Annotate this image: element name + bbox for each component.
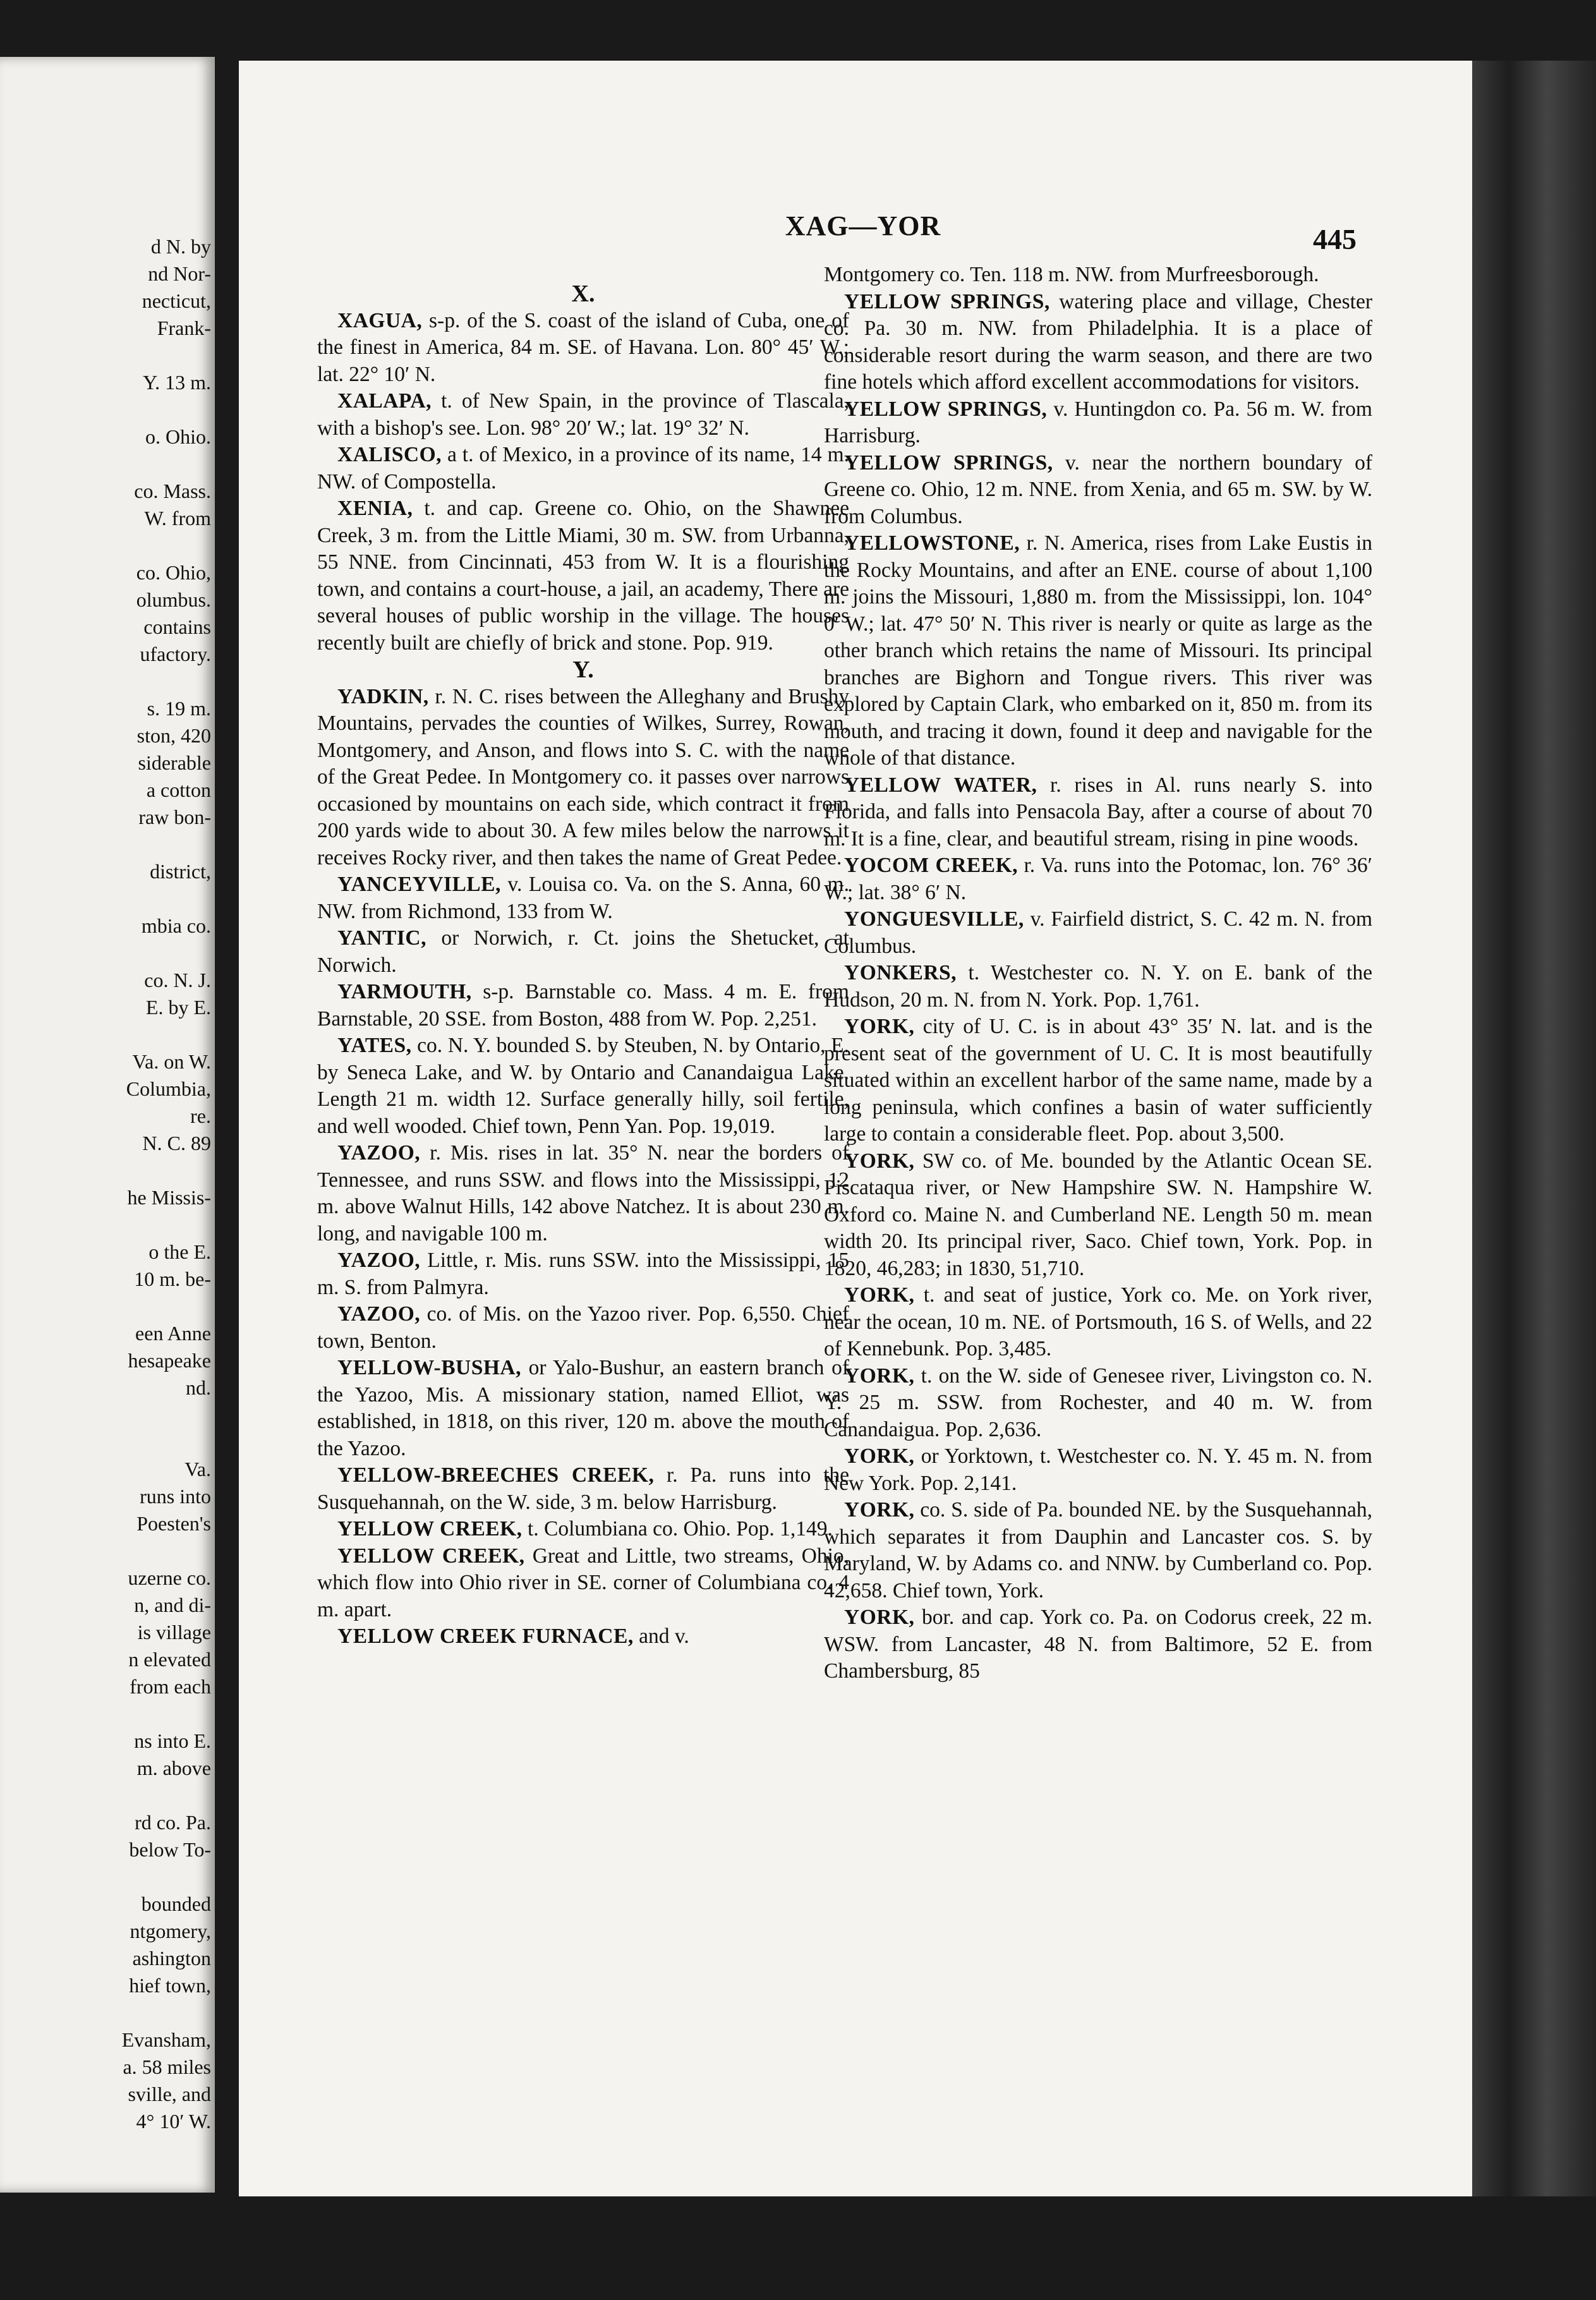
facing-page-line: district, — [150, 860, 211, 883]
entry-headword: YELLOW CREEK FURNACE, — [337, 1625, 634, 1648]
entry-text: t. Columbiana co. Ohio. Pop. 1,149. — [522, 1517, 833, 1540]
entry-text: bor. and cap. York co. Pa. on Codorus creek, 22 m. WSW. from Lancaster, 48 N. from Baltimore, 52 E. from Chambersburg, 85 — [824, 1606, 1372, 1683]
entry-headword: YONKERS, — [844, 961, 957, 984]
gazetteer-entry — [317, 979, 849, 1032]
entry-headword: YELLOW CREEK, — [337, 1517, 523, 1540]
entry-text: or Yalo-Bushur, an eastern branch of the Yazoo, Mis. A missionary station, named Elliot, was established, in 1818, on this river, 120 m. above the mouth of the Yazoo. — [317, 1356, 849, 1460]
facing-page-line: necticut, — [142, 289, 211, 312]
entry-text: Montgomery co. Ten. 118 m. NW. from Murfreesborough. — [824, 263, 1319, 286]
gazetteer-entry — [824, 396, 1372, 450]
gazetteer-entry — [824, 450, 1372, 531]
gazetteer-entry — [317, 1247, 849, 1301]
gazetteer-entry — [317, 925, 849, 979]
gazetteer-entry — [317, 1623, 849, 1650]
facing-page-line: siderable — [138, 751, 211, 774]
facing-page-line: re. — [190, 1105, 211, 1127]
gazetteer-entry — [824, 1014, 1372, 1148]
gazetteer-entry — [317, 308, 849, 389]
entry-text: city of U. C. is in about 43° 35′ N. lat. and is the present seat of the government of U. C. It is most beautifully situated within an excellent harbor of the same name, made by a long peninsula, which confines a basin of water sufficiently large to contain a considerable fleet. Pop. about 3,500. — [824, 1015, 1372, 1146]
entry-text: t. on the W. side of Genesee river, Livingston co. N. Y. 25 m. SSW. from Rochester, and 40 m. W. from Canandaigua. Pop. 2,636. — [824, 1364, 1372, 1441]
entry-headword: YOCOM CREEK, — [844, 854, 1019, 877]
entry-text: co. S. side of Pa. bounded NE. by the Susquehannah, which separates it from Dauphin and Lancaster cos. S. by Maryland, W. by Adams co. and NNW. by Cumberland co. Pop. 42,658. Chief town, York. — [824, 1498, 1372, 1602]
facing-page-line: raw bon- — [138, 806, 211, 828]
entry-text: v. Louisa co. Va. on the S. Anna, 60 m. NW. from Richmond, 133 from W. — [317, 873, 849, 923]
facing-page-line: a cotton — [146, 778, 211, 801]
gazetteer-entry — [824, 906, 1372, 960]
gazetteer-entry — [824, 1443, 1372, 1497]
entry-text: Great and Little, two streams, Ohio, which flow into Ohio river in SE. corner of Columbiana co. 4 m. apart. — [317, 1544, 850, 1621]
entry-headword: YORK, — [844, 1364, 915, 1388]
entry-headword: YATES, — [337, 1034, 412, 1057]
entry-text: watering place and village, Chester co. Pa. 30 m. NW. from Philadelphia. It is a place of considerable resort during the warm season, and there are two fine hotels which afford excellent accommodations for visitors. — [824, 289, 1372, 394]
gazetteer-entry — [317, 684, 849, 872]
facing-page-line: Va. — [184, 1458, 211, 1480]
facing-page-line: hesapeake — [128, 1349, 211, 1372]
entry-text: v. Fairfield district, S. C. 42 m. N. from Columbus. — [824, 907, 1372, 958]
entry-headword: YELLOW CREEK, — [337, 1544, 525, 1568]
gazetteer-entry — [824, 772, 1372, 853]
facing-page-line: n elevated — [128, 1648, 211, 1671]
facing-page-line: co. Ohio, — [136, 561, 211, 584]
entry-headword: YAZOO, — [337, 1302, 421, 1326]
facing-page-line: a. 58 miles — [123, 2055, 211, 2078]
facing-page-line: N. C. 89 — [142, 1132, 211, 1154]
entry-headword: YORK, — [844, 1606, 915, 1629]
entry-text: v. Huntingdon co. Pa. 56 m. W. from Harrisburg. — [824, 397, 1372, 447]
facing-page-line: ston, 420 — [136, 724, 211, 747]
facing-page — [0, 57, 215, 2193]
gazetteer-entry — [317, 495, 849, 657]
facing-page-line: runs into — [140, 1485, 211, 1508]
facing-page-line: E. by E. — [145, 996, 211, 1019]
facing-page-line: n, and di- — [134, 1594, 211, 1616]
gazetteer-entry — [317, 442, 849, 495]
page-number: 445 — [1313, 223, 1357, 255]
entry-headword: YORK, — [844, 1283, 915, 1307]
facing-page-line: Frank- — [157, 317, 211, 339]
entry-headword: YADKIN, — [337, 684, 429, 708]
gazetteer-entry — [824, 1148, 1372, 1283]
entry-headword: YANCEYVILLE, — [337, 873, 501, 896]
entry-text: t. of New Spain, in the province of Tlascala, with a bishop's see. Lon. 98° 20′ W.; lat. 19° 32′ N. — [317, 389, 849, 440]
entry-text: SW co. of Me. bounded by the Atlantic Ocean SE. Piscataqua river, or New Hampshire SW. N. Hampshire W. Oxford co. Maine N. and Cumberland NE. Length 50 m. mean width 20. Its principal river, Saco. Chief town, York. Pop. in 1820, 46,283; in 1830, 51,710. — [824, 1149, 1372, 1280]
facing-page-line: rd co. Pa. — [135, 1811, 211, 1834]
entry-text: t. and seat of justice, York co. Me. on York river, near the ocean, 10 m. NE. of Portsmouth, 16 S. of Wells, and 22 of Kennebunk. Pop. 3,485. — [824, 1283, 1372, 1360]
gazetteer-entry — [317, 871, 849, 925]
running-header: XAG—YOR — [785, 210, 941, 241]
facing-page-line: below To- — [129, 1838, 211, 1861]
gazetteer-entry — [824, 960, 1372, 1014]
facing-page-line: W. from — [144, 507, 211, 530]
facing-page-line: Columbia, — [126, 1077, 211, 1100]
facing-page-line: m. above — [136, 1757, 211, 1779]
facing-page-line: ns into E. — [134, 1729, 211, 1752]
gazetteer-entry — [317, 1140, 849, 1247]
facing-page-line: s. 19 m. — [147, 697, 211, 720]
facing-page-line: he Missis- — [127, 1186, 211, 1209]
entry-text: t. Westchester co. N. Y. on E. bank of the Hudson, 20 m. N. from N. York. Pop. 1,761. — [824, 961, 1372, 1012]
entry-headword: YORK, — [844, 1444, 915, 1468]
entry-text: t. and cap. Greene co. Ohio, on the Shawnee Creek, 3 m. from the Little Miami, 30 m. SW. from Urbanna, 55 NNE. from Cincinnati, 453 from W. It is a flourishing town, and contains a court-house, a jail, an academy, There are several houses of public worship in the village. The houses recently built are chiefly of brick and stone. Pop. 919. — [317, 497, 849, 655]
facing-page-line: is village — [137, 1621, 211, 1643]
entry-text: r. N. C. rises between the Alleghany and Brushy Mountains, pervades the counties of Wilkes, Surrey, Rowan, Montgomery, and Anson, and flows into S. C. with the name of the Great Pedee. In Montgomery co. it passes over narrows occasioned by mountains on each side, which contract it from 200 yards wide to about 30. A few miles below the narrows it receives Rocky river, and then takes the name of Great Pedee. — [317, 684, 849, 869]
facing-page-line: o the E. — [148, 1240, 211, 1263]
gazetteer-entry — [317, 1032, 849, 1140]
book-gutter — [215, 0, 240, 2300]
facing-page-line: 4° 10′ W. — [136, 2110, 211, 2133]
entry-text: r. Pa. runs into the Susquehannah, on the W. side, 3 m. below Harrisburg. — [317, 1463, 849, 1514]
entry-headword: XALAPA, — [337, 389, 432, 413]
facing-page-line: uzerne co. — [128, 1566, 211, 1589]
gazetteer-entry — [317, 1543, 849, 1624]
facing-page-line: contains — [143, 615, 211, 638]
entry-text: or Norwich, r. Ct. joins the Shetucket, at Norwich. — [317, 926, 849, 977]
entry-headword: YORK, — [844, 1498, 915, 1522]
gazetteer-entry — [317, 388, 849, 442]
gazetteer-entry — [824, 852, 1372, 906]
facing-page-line: sville, and — [128, 2083, 211, 2105]
entry-headword: YAZOO, — [337, 1249, 421, 1272]
facing-page-line: o. Ohio. — [145, 425, 211, 448]
entry-text: r. rises in Al. runs nearly S. into Florida, and falls into Pensacola Bay, after a course of about 70 m. It is a fine, clear, and beautiful stream, rising in pine woods. — [824, 773, 1372, 850]
entry-headword: YAZOO, — [337, 1141, 421, 1165]
entry-text: r. Mis. rises in lat. 35° N. near the borders of Tennessee, and runs SSW. and flows into the Mississippi, 12 m. above Walnut Hills, 142 above Natchez. It is about 230 m. long, and navigable 100 m. — [317, 1141, 849, 1245]
entry-headword: YELLOW-BREECHES CREEK, — [337, 1463, 655, 1487]
entry-headword: YELLOW-BUSHA, — [337, 1356, 521, 1379]
entry-headword: YELLOW SPRINGS, — [844, 451, 1053, 475]
entry-headword: YARMOUTH, — [337, 980, 472, 1003]
letter-heading: X. — [571, 281, 595, 307]
facing-page-line: Va. on W. — [132, 1050, 211, 1073]
facing-page-line: een Anne — [135, 1322, 211, 1345]
entry-text: s-p. Barnstable co. Mass. 4 m. E. from Barnstable, 20 SSE. from Boston, 488 from W. Pop. 2,251. — [317, 980, 849, 1031]
letter-heading: Y. — [572, 657, 594, 683]
left-column — [317, 281, 849, 1650]
facing-page-line: hief town, — [129, 1974, 211, 1997]
facing-page-line: co. Mass. — [134, 480, 211, 502]
entry-headword: XAGUA, — [337, 308, 423, 332]
facing-page-line: Y. 13 m. — [143, 371, 211, 394]
entry-headword: XENIA, — [337, 497, 413, 520]
entry-headword: YELLOW WATER, — [844, 773, 1037, 797]
entry-text: and v. — [633, 1625, 689, 1648]
facing-page-line: co. N. J. — [144, 969, 211, 991]
entry-headword: YELLOW SPRINGS, — [844, 289, 1050, 313]
facing-page-line: ntgomery, — [130, 1920, 211, 1942]
facing-page-line: ufactory. — [140, 643, 211, 665]
facing-page-line: olumbus. — [136, 588, 211, 611]
gazetteer-entry — [317, 1355, 849, 1462]
entry-headword: YANTIC, — [337, 926, 426, 950]
facing-page-line: Evansham, — [121, 2028, 211, 2051]
facing-page-line: from each — [130, 1675, 211, 1698]
entry-headword: YELLOW SPRINGS, — [844, 397, 1048, 421]
entry-text: a t. of Mexico, in a province of its name, 14 m. NW. of Compostella. — [317, 443, 849, 493]
entry-headword: YELLOWSTONE, — [844, 531, 1020, 555]
entry-text: r. N. America, rises from Lake Eustis in the Rocky Mountains, and after an ENE. course of about 1,100 m. joins the Missouri, 1,880 m. from the Mississippi, lon. 104° 0′ W.; lat. 47° 50′ N. This river is nearly or quite as large as the other branch which retains the name of Missouri. Its principal branches are Bighorn and Tongue rivers. This river was explored by Captain Clark, who embarked on it, 850 m. from its mouth, and tracing it down, found it deep and navigable for the whole of that distance. — [824, 531, 1372, 770]
entry-headword: YORK, — [844, 1015, 915, 1038]
facing-page-line: 10 m. be- — [134, 1268, 211, 1290]
facing-page-line: nd Nor- — [148, 262, 211, 285]
gazetteer-entry — [824, 1363, 1372, 1444]
gazetteer-entry — [317, 1462, 849, 1516]
facing-page-line: mbia co. — [141, 914, 211, 937]
entry-text: v. near the northern boundary of Greene co. Ohio, 12 m. NNE. from Xenia, and 65 m. SW. by W. from Columbus. — [824, 451, 1372, 528]
right-column — [824, 262, 1372, 1685]
gazetteer-entry — [824, 1497, 1372, 1604]
facing-page-line: d N. by — [150, 235, 211, 258]
entry-text: co. N. Y. bounded S. by Steuben, N. by Ontario, E. by Seneca Lake, and W. by Ontario and Canandaigua Lake. Length 21 m. width 12. Surface generally hilly, soil fertile, and well wooded. Chief town, Penn Yan. Pop. 19,019. — [317, 1034, 849, 1138]
page-edge — [1472, 61, 1596, 2196]
facing-page-line: Poesten's — [136, 1512, 211, 1535]
gazetteer-entry — [824, 530, 1372, 772]
gazetteer-entry — [824, 262, 1372, 289]
entry-text: co. of Mis. on the Yazoo river. Pop. 6,550. Chief town, Benton. — [317, 1302, 849, 1353]
facing-page-line: ashington — [132, 1947, 211, 1970]
entry-headword: XALISCO, — [337, 443, 442, 466]
entry-text: r. Va. runs into the Potomac, lon. 76° 36′ W.; lat. 38° 6′ N. — [824, 854, 1372, 904]
entry-text: s-p. of the S. coast of the island of Cuba, one of the finest in America, 84 m. SE. of Havana. Lon. 80° 45′ W.; lat. 22° 10′ N. — [317, 308, 849, 386]
entry-headword: YORK, — [844, 1149, 915, 1173]
gazetteer-entry — [824, 289, 1372, 396]
gazetteer-entry — [317, 1301, 849, 1355]
entry-headword: YONGUESVILLE, — [844, 907, 1024, 931]
gazetteer-entry — [824, 1604, 1372, 1685]
entry-text: or Yorktown, t. Westchester co. N. Y. 45 m. N. from New York. Pop. 2,141. — [824, 1444, 1372, 1495]
facing-page-line: bounded — [141, 1892, 211, 1915]
facing-page-line: nd. — [186, 1376, 211, 1399]
gazetteer-entry — [317, 1516, 849, 1543]
entry-text: Little, r. Mis. runs SSW. into the Mississippi, 15 m. S. from Palmyra. — [317, 1249, 849, 1299]
gazetteer-entry — [824, 1282, 1372, 1363]
